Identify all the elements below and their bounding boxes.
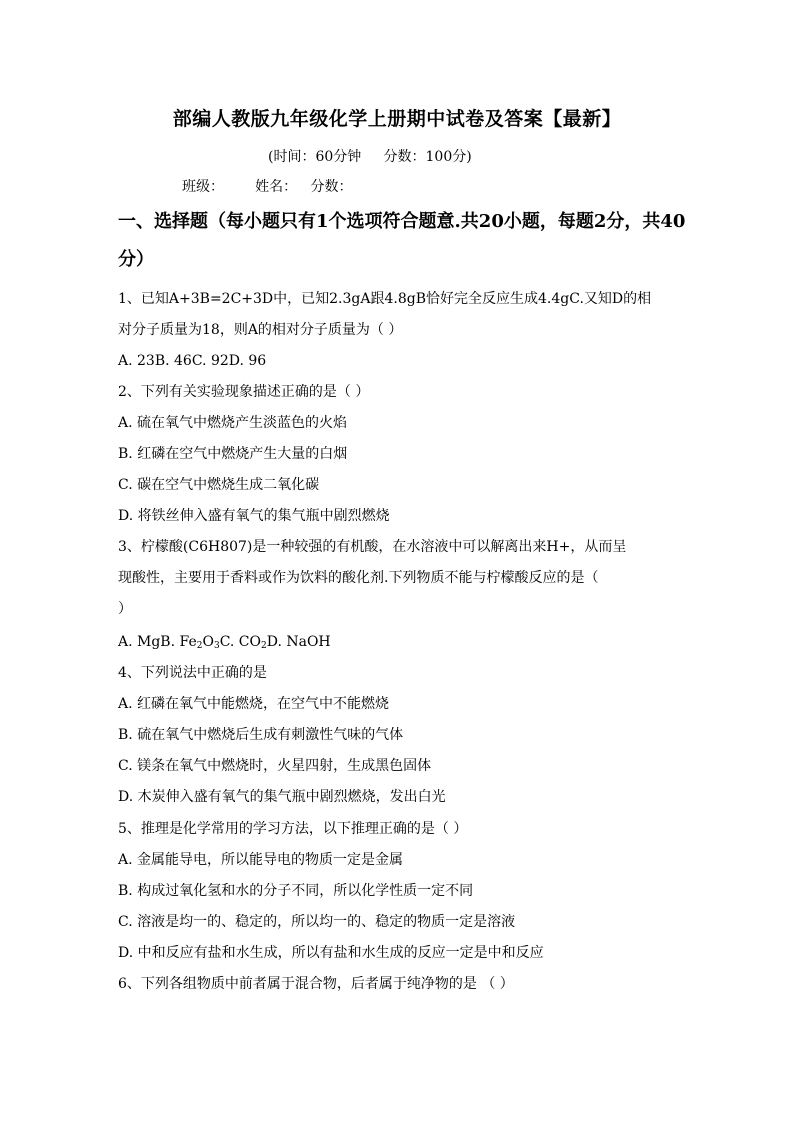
question-2-option-b: B. 红磷在空气中燃烧产生大量的白烟 — [118, 446, 348, 462]
student-info-line: 班级： 姓名： 分数： — [182, 179, 353, 195]
question-5-option-c: C. 溶液是均一的、稳定的，所以均一的、稳定的物质一定是溶液 — [118, 914, 516, 930]
section-heading: 一、选择题（每小题只有1个选项符合题意.共20小题，每题2分，共40分） — [118, 211, 686, 270]
question-4-option-c: C. 镁条在氧气中燃烧时，火星四射，生成黑色固体 — [118, 758, 432, 774]
question-4: 4、下列说法中正确的是 — [118, 665, 267, 681]
question-3-options — [118, 627, 678, 662]
question-2-option-a: A. 硫在氧气中燃烧产生淡蓝色的火焰 — [118, 415, 348, 431]
question-1-line-2: 对分子质量为18，则A的相对分子质量为（ ） — [118, 322, 403, 338]
question-5: 5、推理是化学常用的学习方法，以下推理正确的是（ ） — [118, 821, 468, 837]
q3-opt-c: C. CO — [219, 634, 261, 650]
question-3-line-1: 3、柠檬酸(C6H807)是一种较强的有机酸，在水溶液中可以解离出来H+，从而呈 — [118, 539, 627, 555]
q3-opt-d: D. NaOH — [266, 634, 331, 650]
question-5-option-d: D. 中和反应有盐和水生成，所以有盐和水生成的反应一定是中和反应 — [118, 945, 544, 961]
question-1-line-1: 1、已知A+3B=2C+3D中，已知2.3gA跟4.8gB恰好完全反应生成4.4gC.又知D的相 — [118, 291, 652, 307]
question-1-options: A. 23B. 46C. 92D. 96 — [118, 353, 267, 369]
question-5-option-a: A. 金属能导电，所以能导电的物质一定是金属 — [118, 852, 404, 868]
q3-sub-2: 3 — [213, 641, 220, 651]
question-2-option-c: C. 碳在空气中燃烧生成二氧化碳 — [118, 477, 320, 493]
question-5-option-b: B. 构成过氧化氢和水的分子不同，所以化学性质一定不同 — [118, 883, 474, 899]
q3-opt-o: O — [202, 634, 214, 650]
q3-sub-3: 2 — [261, 641, 267, 651]
question-3-line-3: ） — [118, 601, 132, 617]
page-title: 部编人教版九年级化学上册期中试卷及答案【最新】 — [172, 108, 622, 130]
question-2: 2、下列有关实验现象描述正确的是（ ） — [118, 384, 370, 400]
q3-sub-1: 2 — [196, 641, 203, 651]
question-2-option-d: D. 将铁丝伸入盛有氧气的集气瓶中剧烈燃烧 — [118, 508, 390, 524]
question-4-option-d: D. 木炭伸入盛有氧气的集气瓶中剧烈燃烧，发出白光 — [118, 789, 446, 805]
question-3-line-2: 现酸性，主要用于香料或作为饮料的酸化剂.下列物质不能与柠檬酸反应的是（ — [118, 570, 599, 586]
question-4-option-b: B. 硫在氧气中燃烧后生成有刺激性气味的气体 — [118, 727, 404, 743]
question-4-option-a: A. 红磷在氧气中能燃烧，在空气中不能燃烧 — [118, 696, 390, 712]
q3-opt-ab: A. MgB. Fe — [118, 634, 197, 650]
question-6: 6、下列各组物质中前者属于混合物，后者属于纯净物的是 （ ） — [118, 976, 514, 992]
exam-meta: (时间：60分钟 分数：100分) — [268, 149, 472, 165]
